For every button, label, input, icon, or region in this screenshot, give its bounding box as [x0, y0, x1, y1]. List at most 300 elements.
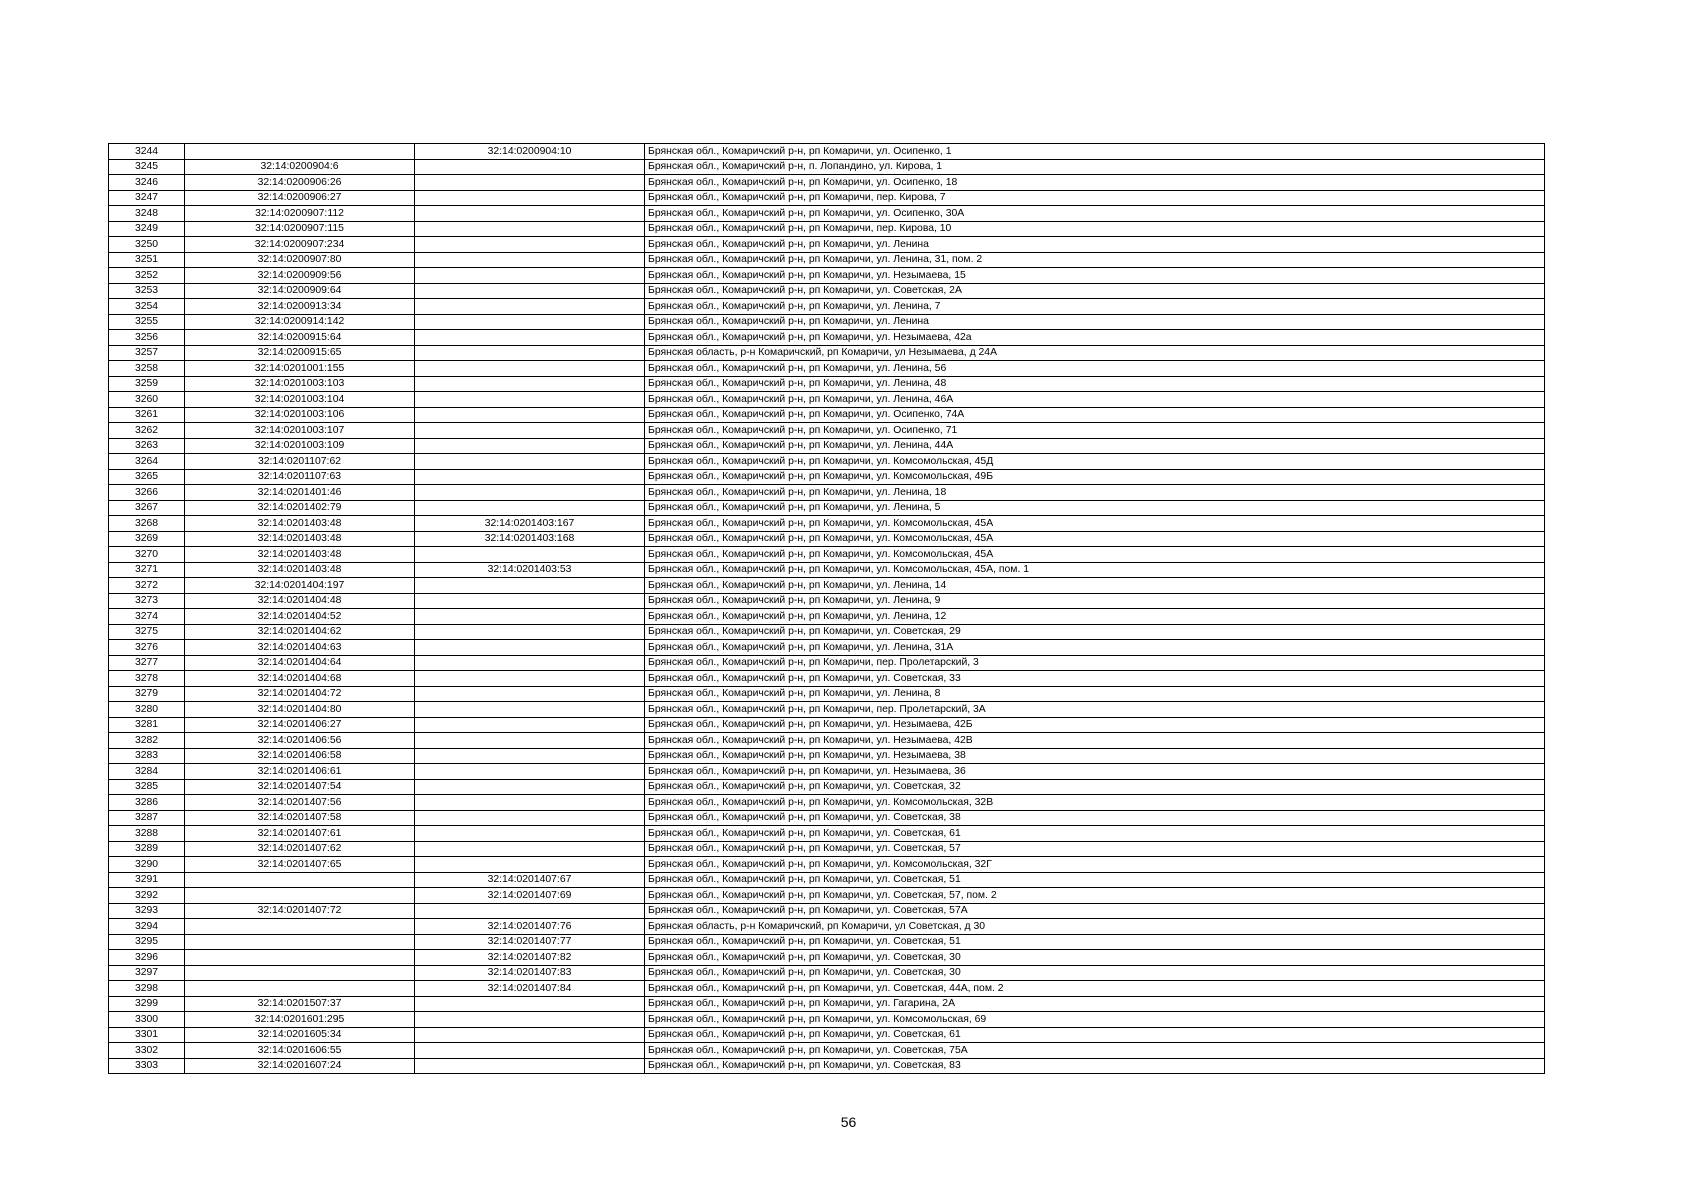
table-row [109, 252, 1545, 268]
table-row [109, 361, 1545, 377]
land-cadastral-number-cell [185, 144, 415, 160]
address-cell: Брянская обл., Комаричский р-н, рп Комаричи, ул. Комсомольская, 69 [645, 1012, 1545, 1028]
land-cadastral-number-cell: 32:14:0201407:62 [185, 841, 415, 857]
land-cadastral-number-cell [185, 965, 415, 981]
address-cell: Брянская обл., Комаричский р-н, рп Комаричи, ул. Комсомольская, 45А [645, 516, 1545, 532]
row-number-cell: 3284 [109, 764, 185, 780]
land-cadastral-number-cell: 32:14:0200915:65 [185, 345, 415, 361]
object-cadastral-number-cell [415, 1058, 645, 1074]
address-cell: Брянская обл., Комаричский р-н, рп Комаричи, ул. Ленина, 9 [645, 593, 1545, 609]
table-row [109, 655, 1545, 671]
table-row [109, 717, 1545, 733]
row-number-cell: 3259 [109, 376, 185, 392]
object-cadastral-number-cell [415, 1012, 645, 1028]
object-cadastral-number-cell: 32:14:0201407:69 [415, 888, 645, 904]
table-row [109, 159, 1545, 175]
address-cell: Брянская обл., Комаричский р-н, рп Комаричи, ул. Советская, 61 [645, 1027, 1545, 1043]
address-cell: Брянская обл., Комаричский р-н, рп Комаричи, ул. Советская, 57, пом. 2 [645, 888, 1545, 904]
object-cadastral-number-cell [415, 903, 645, 919]
address-cell: Брянская обл., Комаричский р-н, рп Комаричи, пер. Кирова, 7 [645, 190, 1545, 206]
table-row [109, 733, 1545, 749]
row-number-cell: 3266 [109, 485, 185, 501]
address-cell: Брянская обл., Комаричский р-н, рп Комаричи, ул. Советская, 30 [645, 950, 1545, 966]
address-cell: Брянская обл., Комаричский р-н, рп Комаричи, ул. Комсомольская, 45Д [645, 454, 1545, 470]
row-number-cell: 3252 [109, 268, 185, 284]
row-number-cell: 3267 [109, 500, 185, 516]
land-cadastral-number-cell: 32:14:0201407:61 [185, 826, 415, 842]
table-row [109, 764, 1545, 780]
table-row [109, 190, 1545, 206]
address-cell: Брянская обл., Комаричский р-н, рп Комаричи, ул. Советская, 57 [645, 841, 1545, 857]
table-row [109, 144, 1545, 160]
land-cadastral-number-cell: 32:14:0200907:112 [185, 206, 415, 222]
address-cell: Брянская обл., Комаричский р-н, рп Комаричи, ул. Советская, 51 [645, 872, 1545, 888]
address-cell: Брянская обл., Комаричский р-н, рп Комаричи, ул. Комсомольская, 32В [645, 795, 1545, 811]
row-number-cell: 3288 [109, 826, 185, 842]
row-number-cell: 3255 [109, 314, 185, 330]
object-cadastral-number-cell [415, 624, 645, 640]
row-number-cell: 3303 [109, 1058, 185, 1074]
object-cadastral-number-cell [415, 190, 645, 206]
object-cadastral-number-cell [415, 485, 645, 501]
table-row [109, 996, 1545, 1012]
address-cell: Брянская обл., Комаричский р-н, рп Комаричи, ул. Ленина, 8 [645, 686, 1545, 702]
object-cadastral-number-cell [415, 857, 645, 873]
address-cell: Брянская обл., Комаричский р-н, рп Комаричи, ул. Ленина, 31, пом. 2 [645, 252, 1545, 268]
land-cadastral-number-cell: 32:14:0201402:79 [185, 500, 415, 516]
row-number-cell: 3291 [109, 872, 185, 888]
object-cadastral-number-cell [415, 438, 645, 454]
row-number-cell: 3260 [109, 392, 185, 408]
object-cadastral-number-cell [415, 810, 645, 826]
row-number-cell: 3257 [109, 345, 185, 361]
address-cell: Брянская обл., Комаричский р-н, рп Комаричи, ул. Комсомольская, 45А [645, 531, 1545, 547]
object-cadastral-number-cell: 32:14:0201403:168 [415, 531, 645, 547]
table-row [109, 423, 1545, 439]
row-number-cell: 3283 [109, 748, 185, 764]
address-cell: Брянская обл., Комаричский р-н, рп Комаричи, ул. Ленина, 12 [645, 609, 1545, 625]
land-cadastral-number-cell: 32:14:0201407:65 [185, 857, 415, 873]
table-row [109, 779, 1545, 795]
address-cell: Брянская обл., Комаричский р-н, рп Комаричи, ул. Осипенко, 74А [645, 407, 1545, 423]
address-cell: Брянская обл., Комаричский р-н, рп Комаричи, ул. Советская, 61 [645, 826, 1545, 842]
land-cadastral-number-cell: 32:14:0201407:56 [185, 795, 415, 811]
address-cell: Брянская обл., Комаричский р-н, рп Комаричи, ул. Осипенко, 71 [645, 423, 1545, 439]
land-cadastral-number-cell: 32:14:0200907:234 [185, 237, 415, 253]
address-cell: Брянская обл., Комаричский р-н, рп Комаричи, ул. Ленина, 31А [645, 640, 1545, 656]
address-cell: Брянская обл., Комаричский р-н, рп Комаричи, ул. Ленина, 48 [645, 376, 1545, 392]
table-row [109, 578, 1545, 594]
object-cadastral-number-cell [415, 779, 645, 795]
object-cadastral-number-cell [415, 392, 645, 408]
row-number-cell: 3298 [109, 981, 185, 997]
address-cell: Брянская обл., Комаричский р-н, рп Комаричи, ул. Комсомольская, 45А [645, 547, 1545, 563]
object-cadastral-number-cell [415, 686, 645, 702]
address-cell: Брянская обл., Комаричский р-н, рп Комаричи, ул. Комсомольская, 32Г [645, 857, 1545, 873]
object-cadastral-number-cell [415, 361, 645, 377]
row-number-cell: 3294 [109, 919, 185, 935]
row-number-cell: 3268 [109, 516, 185, 532]
object-cadastral-number-cell [415, 640, 645, 656]
object-cadastral-number-cell [415, 841, 645, 857]
table-row [109, 268, 1545, 284]
land-cadastral-number-cell: 32:14:0201401:46 [185, 485, 415, 501]
object-cadastral-number-cell [415, 314, 645, 330]
address-cell: Брянская область, р-н Комаричский, рп Комаричи, ул Незымаева, д 24А [645, 345, 1545, 361]
land-cadastral-number-cell: 32:14:0201406:61 [185, 764, 415, 780]
address-cell: Брянская обл., Комаричский р-н, рп Комаричи, ул. Осипенко, 1 [645, 144, 1545, 160]
table-row [109, 624, 1545, 640]
row-number-cell: 3277 [109, 655, 185, 671]
land-cadastral-number-cell: 32:14:0201107:62 [185, 454, 415, 470]
object-cadastral-number-cell [415, 609, 645, 625]
land-cadastral-number-cell: 32:14:0201403:48 [185, 562, 415, 578]
table-row [109, 376, 1545, 392]
row-number-cell: 3254 [109, 299, 185, 315]
object-cadastral-number-cell: 32:14:0201407:67 [415, 872, 645, 888]
address-cell: Брянская обл., Комаричский р-н, рп Комаричи, ул. Ленина, 18 [645, 485, 1545, 501]
land-cadastral-number-cell: 32:14:0201001:155 [185, 361, 415, 377]
land-cadastral-number-cell: 32:14:0201404:72 [185, 686, 415, 702]
land-cadastral-number-cell: 32:14:0201404:80 [185, 702, 415, 718]
row-number-cell: 3250 [109, 237, 185, 253]
address-cell: Брянская обл., Комаричский р-н, рп Комаричи, ул. Комсомольская, 45А, пом. 1 [645, 562, 1545, 578]
row-number-cell: 3273 [109, 593, 185, 609]
table-row [109, 609, 1545, 625]
address-cell: Брянская обл., Комаричский р-н, рп Комаричи, ул. Осипенко, 18 [645, 175, 1545, 191]
table-row [109, 206, 1545, 222]
row-number-cell: 3272 [109, 578, 185, 594]
object-cadastral-number-cell [415, 407, 645, 423]
land-cadastral-number-cell: 32:14:0200904:6 [185, 159, 415, 175]
object-cadastral-number-cell: 32:14:0201403:167 [415, 516, 645, 532]
row-number-cell: 3287 [109, 810, 185, 826]
table-row [109, 330, 1545, 346]
table-row [109, 702, 1545, 718]
object-cadastral-number-cell [415, 268, 645, 284]
land-cadastral-number-cell: 32:14:0200906:27 [185, 190, 415, 206]
table-row [109, 314, 1545, 330]
row-number-cell: 3248 [109, 206, 185, 222]
table-row [109, 1058, 1545, 1074]
land-cadastral-number-cell: 32:14:0201607:24 [185, 1058, 415, 1074]
table-row [109, 748, 1545, 764]
object-cadastral-number-cell: 32:14:0201407:82 [415, 950, 645, 966]
land-cadastral-number-cell: 32:14:0200906:26 [185, 175, 415, 191]
address-cell: Брянская обл., Комаричский р-н, рп Комаричи, ул. Советская, 30 [645, 965, 1545, 981]
table-row [109, 1027, 1545, 1043]
row-number-cell: 3295 [109, 934, 185, 950]
address-cell: Брянская обл., Комаричский р-н, рп Комаричи, ул. Советская, 75А [645, 1043, 1545, 1059]
table-row [109, 500, 1545, 516]
address-cell: Брянская обл., Комаричский р-н, рп Комаричи, ул. Гагарина, 2А [645, 996, 1545, 1012]
address-cell: Брянская обл., Комаричский р-н, рп Комаричи, ул. Ленина, 44А [645, 438, 1545, 454]
land-cadastral-number-cell [185, 981, 415, 997]
object-cadastral-number-cell [415, 423, 645, 439]
land-cadastral-number-cell: 32:14:0201407:54 [185, 779, 415, 795]
table-row [109, 671, 1545, 687]
land-cadastral-number-cell: 32:14:0200909:56 [185, 268, 415, 284]
register-table-body [109, 144, 1545, 1074]
row-number-cell: 3302 [109, 1043, 185, 1059]
row-number-cell: 3264 [109, 454, 185, 470]
object-cadastral-number-cell [415, 593, 645, 609]
land-cadastral-number-cell: 32:14:0200907:115 [185, 221, 415, 237]
row-number-cell: 3274 [109, 609, 185, 625]
address-cell: Брянская обл., Комаричский р-н, рп Комаричи, ул. Незымаева, 38 [645, 748, 1545, 764]
table-row [109, 903, 1545, 919]
land-cadastral-number-cell: 32:14:0200909:64 [185, 283, 415, 299]
row-number-cell: 3293 [109, 903, 185, 919]
register-table [108, 143, 1545, 1074]
land-cadastral-number-cell: 32:14:0201407:72 [185, 903, 415, 919]
table-row [109, 299, 1545, 315]
table-row [109, 950, 1545, 966]
row-number-cell: 3286 [109, 795, 185, 811]
address-cell: Брянская обл., Комаричский р-н, рп Комаричи, ул. Советская, 38 [645, 810, 1545, 826]
object-cadastral-number-cell [415, 454, 645, 470]
row-number-cell: 3249 [109, 221, 185, 237]
land-cadastral-number-cell: 32:14:0201406:56 [185, 733, 415, 749]
table-row [109, 469, 1545, 485]
land-cadastral-number-cell: 32:14:0201404:63 [185, 640, 415, 656]
land-cadastral-number-cell: 32:14:0201407:58 [185, 810, 415, 826]
land-cadastral-number-cell: 32:14:0201404:52 [185, 609, 415, 625]
land-cadastral-number-cell: 32:14:0201606:55 [185, 1043, 415, 1059]
address-cell: Брянская обл., Комаричский р-н, рп Комаричи, ул. Советская, 32 [645, 779, 1545, 795]
object-cadastral-number-cell [415, 376, 645, 392]
row-number-cell: 3279 [109, 686, 185, 702]
address-cell: Брянская обл., Комаричский р-н, рп Комаричи, ул. Советская, 57А [645, 903, 1545, 919]
address-cell: Брянская обл., Комаричский р-н, рп Комаричи, ул. Осипенко, 30А [645, 206, 1545, 222]
address-cell: Брянская обл., Комаричский р-н, рп Комаричи, ул. Ленина, 7 [645, 299, 1545, 315]
row-number-cell: 3301 [109, 1027, 185, 1043]
table-row [109, 345, 1545, 361]
object-cadastral-number-cell [415, 237, 645, 253]
table-row [109, 407, 1545, 423]
page-number: 56 [840, 1114, 857, 1130]
land-cadastral-number-cell: 32:14:0200915:64 [185, 330, 415, 346]
row-number-cell: 3296 [109, 950, 185, 966]
object-cadastral-number-cell [415, 578, 645, 594]
row-number-cell: 3271 [109, 562, 185, 578]
table-row [109, 919, 1545, 935]
row-number-cell: 3290 [109, 857, 185, 873]
table-row [109, 686, 1545, 702]
address-cell: Брянская обл., Комаричский р-н, рп Комаричи, ул. Ленина, 56 [645, 361, 1545, 377]
row-number-cell: 3276 [109, 640, 185, 656]
land-cadastral-number-cell: 32:14:0201107:63 [185, 469, 415, 485]
table-row [109, 810, 1545, 826]
row-number-cell: 3292 [109, 888, 185, 904]
address-cell: Брянская обл., Комаричский р-н, рп Комаричи, ул. Незымаева, 42а [645, 330, 1545, 346]
table-row [109, 438, 1545, 454]
row-number-cell: 3253 [109, 283, 185, 299]
table-row [109, 283, 1545, 299]
land-cadastral-number-cell: 32:14:0200914:142 [185, 314, 415, 330]
row-number-cell: 3263 [109, 438, 185, 454]
address-cell: Брянская обл., Комаричский р-н, рп Комаричи, ул. Советская, 83 [645, 1058, 1545, 1074]
table-row [109, 1012, 1545, 1028]
address-cell: Брянская обл., Комаричский р-н, рп Комаричи, пер. Кирова, 10 [645, 221, 1545, 237]
land-cadastral-number-cell: 32:14:0201403:48 [185, 547, 415, 563]
land-cadastral-number-cell: 32:14:0201404:64 [185, 655, 415, 671]
address-cell: Брянская обл., Комаричский р-н, рп Комаричи, пер. Пролетарский, 3А [645, 702, 1545, 718]
land-cadastral-number-cell [185, 950, 415, 966]
object-cadastral-number-cell: 32:14:0201403:53 [415, 562, 645, 578]
object-cadastral-number-cell [415, 299, 645, 315]
row-number-cell: 3289 [109, 841, 185, 857]
table-row [109, 593, 1545, 609]
address-cell: Брянская обл., Комаричский р-н, рп Комаричи, ул. Ленина, 5 [645, 500, 1545, 516]
row-number-cell: 3280 [109, 702, 185, 718]
address-cell: Брянская обл., Комаричский р-н, рп Комаричи, ул. Незымаева, 15 [645, 268, 1545, 284]
row-number-cell: 3299 [109, 996, 185, 1012]
address-cell: Брянская обл., Комаричский р-н, рп Комаричи, ул. Советская, 51 [645, 934, 1545, 950]
object-cadastral-number-cell [415, 1027, 645, 1043]
object-cadastral-number-cell [415, 221, 645, 237]
table-row [109, 965, 1545, 981]
land-cadastral-number-cell: 32:14:0201404:68 [185, 671, 415, 687]
table-row [109, 1043, 1545, 1059]
table-row [109, 841, 1545, 857]
row-number-cell: 3282 [109, 733, 185, 749]
land-cadastral-number-cell: 32:14:0201605:34 [185, 1027, 415, 1043]
land-cadastral-number-cell: 32:14:0201406:27 [185, 717, 415, 733]
row-number-cell: 3256 [109, 330, 185, 346]
row-number-cell: 3261 [109, 407, 185, 423]
object-cadastral-number-cell [415, 655, 645, 671]
address-cell: Брянская обл., Комаричский р-н, рп Комаричи, ул. Ленина, 46А [645, 392, 1545, 408]
land-cadastral-number-cell: 32:14:0201404:48 [185, 593, 415, 609]
table-row [109, 872, 1545, 888]
row-number-cell: 3278 [109, 671, 185, 687]
land-cadastral-number-cell: 32:14:0201507:37 [185, 996, 415, 1012]
object-cadastral-number-cell [415, 764, 645, 780]
row-number-cell: 3245 [109, 159, 185, 175]
row-number-cell: 3275 [109, 624, 185, 640]
row-number-cell: 3269 [109, 531, 185, 547]
land-cadastral-number-cell: 32:14:0201003:107 [185, 423, 415, 439]
object-cadastral-number-cell [415, 500, 645, 516]
address-cell: Брянская обл., Комаричский р-н, рп Комаричи, ул. Ленина [645, 314, 1545, 330]
land-cadastral-number-cell: 32:14:0201403:48 [185, 516, 415, 532]
object-cadastral-number-cell: 32:14:0201407:76 [415, 919, 645, 935]
table-row [109, 934, 1545, 950]
land-cadastral-number-cell [185, 919, 415, 935]
address-cell: Брянская обл., Комаричский р-н, п. Лопандино, ул. Кирова, 1 [645, 159, 1545, 175]
row-number-cell: 3258 [109, 361, 185, 377]
object-cadastral-number-cell [415, 283, 645, 299]
object-cadastral-number-cell: 32:14:0201407:77 [415, 934, 645, 950]
address-cell: Брянская обл., Комаричский р-н, рп Комаричи, пер. Пролетарский, 3 [645, 655, 1545, 671]
row-number-cell: 3251 [109, 252, 185, 268]
table-row [109, 531, 1545, 547]
table-row [109, 795, 1545, 811]
object-cadastral-number-cell [415, 159, 645, 175]
row-number-cell: 3244 [109, 144, 185, 160]
row-number-cell: 3297 [109, 965, 185, 981]
object-cadastral-number-cell: 32:14:0201407:84 [415, 981, 645, 997]
row-number-cell: 3265 [109, 469, 185, 485]
row-number-cell: 3270 [109, 547, 185, 563]
land-cadastral-number-cell [185, 872, 415, 888]
table-row [109, 857, 1545, 873]
row-number-cell: 3247 [109, 190, 185, 206]
address-cell: Брянская обл., Комаричский р-н, рп Комаричи, ул. Советская, 2А [645, 283, 1545, 299]
address-cell: Брянская обл., Комаричский р-н, рп Комаричи, ул. Советская, 29 [645, 624, 1545, 640]
land-cadastral-number-cell: 32:14:0201003:109 [185, 438, 415, 454]
table-row [109, 175, 1545, 191]
address-cell: Брянская область, р-н Комаричский, рп Комаричи, ул Советская, д 30 [645, 919, 1545, 935]
land-cadastral-number-cell: 32:14:0201404:197 [185, 578, 415, 594]
object-cadastral-number-cell [415, 733, 645, 749]
table-row [109, 640, 1545, 656]
object-cadastral-number-cell [415, 206, 645, 222]
land-cadastral-number-cell [185, 934, 415, 950]
object-cadastral-number-cell [415, 717, 645, 733]
table-row [109, 221, 1545, 237]
object-cadastral-number-cell: 32:14:0200904:10 [415, 144, 645, 160]
address-cell: Брянская обл., Комаричский р-н, рп Комаричи, ул. Незымаева, 42Б [645, 717, 1545, 733]
object-cadastral-number-cell [415, 345, 645, 361]
land-cadastral-number-cell: 32:14:0201601:295 [185, 1012, 415, 1028]
object-cadastral-number-cell: 32:14:0201407:83 [415, 965, 645, 981]
object-cadastral-number-cell [415, 748, 645, 764]
table-row [109, 888, 1545, 904]
object-cadastral-number-cell [415, 1043, 645, 1059]
land-cadastral-number-cell: 32:14:0200907:80 [185, 252, 415, 268]
object-cadastral-number-cell [415, 175, 645, 191]
land-cadastral-number-cell [185, 888, 415, 904]
table-row [109, 826, 1545, 842]
address-cell: Брянская обл., Комаричский р-н, рп Комаричи, ул. Ленина, 14 [645, 578, 1545, 594]
row-number-cell: 3281 [109, 717, 185, 733]
object-cadastral-number-cell [415, 795, 645, 811]
object-cadastral-number-cell [415, 671, 645, 687]
row-number-cell: 3285 [109, 779, 185, 795]
land-cadastral-number-cell: 32:14:0200913:34 [185, 299, 415, 315]
row-number-cell: 3300 [109, 1012, 185, 1028]
land-cadastral-number-cell: 32:14:0201003:103 [185, 376, 415, 392]
object-cadastral-number-cell [415, 547, 645, 563]
table-row [109, 485, 1545, 501]
row-number-cell: 3246 [109, 175, 185, 191]
object-cadastral-number-cell [415, 469, 645, 485]
address-cell: Брянская обл., Комаричский р-н, рп Комаричи, ул. Советская, 44А, пом. 2 [645, 981, 1545, 997]
land-cadastral-number-cell: 32:14:0201003:104 [185, 392, 415, 408]
table-row [109, 516, 1545, 532]
table-row [109, 237, 1545, 253]
object-cadastral-number-cell [415, 996, 645, 1012]
address-cell: Брянская обл., Комаричский р-н, рп Комаричи, ул. Ленина [645, 237, 1545, 253]
table-row [109, 981, 1545, 997]
object-cadastral-number-cell [415, 826, 645, 842]
object-cadastral-number-cell [415, 702, 645, 718]
object-cadastral-number-cell [415, 252, 645, 268]
address-cell: Брянская обл., Комаричский р-н, рп Комаричи, ул. Советская, 33 [645, 671, 1545, 687]
table-row [109, 454, 1545, 470]
row-number-cell: 3262 [109, 423, 185, 439]
land-cadastral-number-cell: 32:14:0201003:106 [185, 407, 415, 423]
table-row [109, 562, 1545, 578]
object-cadastral-number-cell [415, 330, 645, 346]
address-cell: Брянская обл., Комаричский р-н, рп Комаричи, ул. Незымаева, 42В [645, 733, 1545, 749]
table-row [109, 547, 1545, 563]
table-row [109, 392, 1545, 408]
address-cell: Брянская обл., Комаричский р-н, рп Комаричи, ул. Незымаева, 36 [645, 764, 1545, 780]
address-cell: Брянская обл., Комаричский р-н, рп Комаричи, ул. Комсомольская, 49Б [645, 469, 1545, 485]
